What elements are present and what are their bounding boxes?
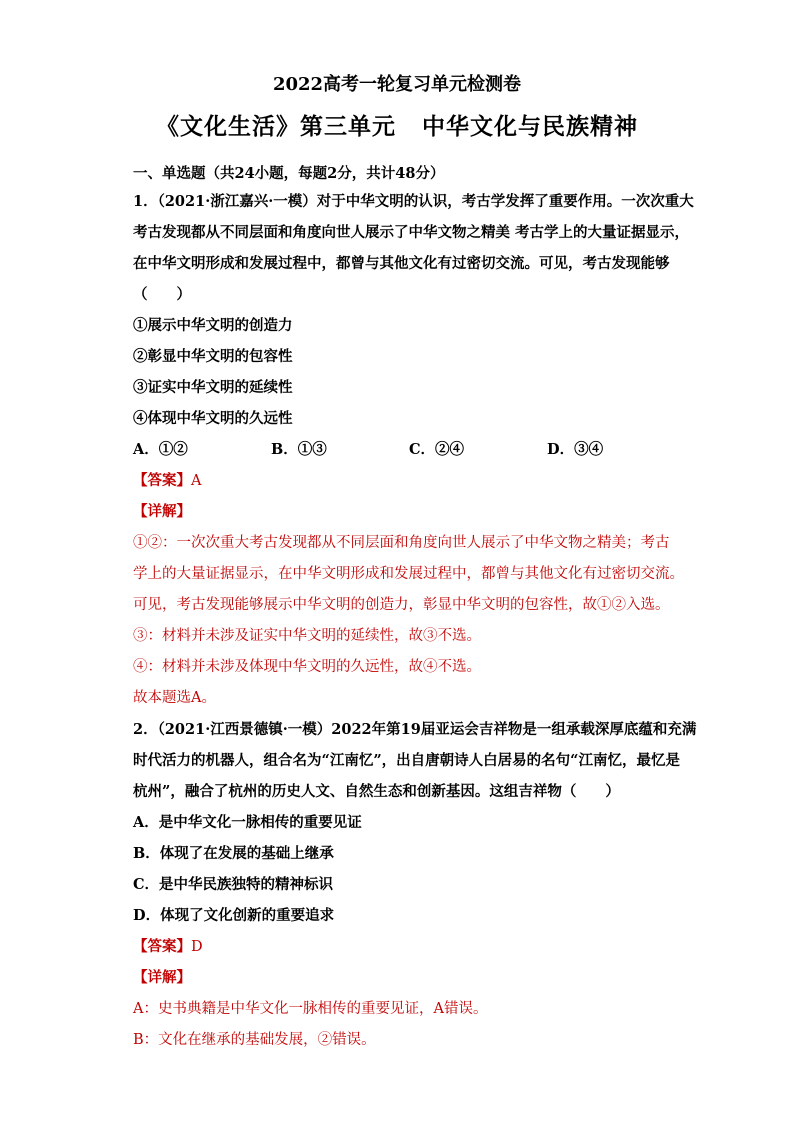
q1-stem-line-2: 考古发现都从不同层面和角度向世人展示了中华文物之精美 考古学上的大量证据显示， xyxy=(133,224,690,241)
exam-title: 2022高考一轮复习单元检测卷 xyxy=(272,74,522,95)
q1-answer xyxy=(133,471,201,491)
unit-title xyxy=(0,108,794,141)
q2-answer xyxy=(133,937,203,957)
q1-options xyxy=(133,440,685,460)
q1-explain-4: ③：材料并未涉及证实中华文明的延续性，故③不选。 xyxy=(133,628,481,644)
q1-stem-line-1: 1．（2021·浙江嘉兴·一模）对于中华文明的认识，考古学发挥了重要作用。一次次重大 xyxy=(133,193,694,210)
q1-option-d[interactable]: D．③④ xyxy=(547,441,604,458)
q1-option-a[interactable]: A．①② xyxy=(133,441,188,458)
q1-item-3: ③证实中华文明的延续性 xyxy=(133,379,293,396)
q2-stem-line-1: 2．（2021·江西景德镇·一模）2022年第19届亚运会吉祥物是一组承载深厚底蕴和充满 xyxy=(133,721,697,738)
q1-explain-1: ①②：一次次重大考古发现都从不同层面和角度向世人展示了中华文物之精美；考古 xyxy=(133,535,670,551)
unit-title-left: 《文化生活》第三单元 xyxy=(156,113,396,140)
q1-option-c[interactable]: C．②④ xyxy=(409,441,465,458)
q1-item-2: ②彰显中华文明的包容性 xyxy=(133,348,293,365)
q1-explain-3: 可见，考古发现能够展示中华文明的创造力，彰显中华文明的包容性，故①②入选。 xyxy=(133,597,670,613)
q2-detail-label: 【详解】 xyxy=(133,969,191,986)
q2-explain-2: B：文化在继承的基础发展，②错误。 xyxy=(133,1032,376,1048)
q1-answer-value: A xyxy=(191,473,202,489)
section-heading: 一、单选题（共24小题，每题2分，共计48分） xyxy=(133,165,445,182)
q1-item-1: ①展示中华文明的创造力 xyxy=(133,317,293,334)
q2-explain-1: A：史书典籍是中华文化一脉相传的重要见证，A错误。 xyxy=(133,1001,488,1017)
q2-stem-line-3: 杭州”，融合了杭州的历史人文、自然生态和创新基因。这组吉祥物（ ） xyxy=(133,783,620,800)
q2-option-b[interactable]: B．体现了在发展的基础上继承 xyxy=(133,845,334,862)
q1-stem-line-3: 在中华文明形成和发展过程中，都曾与其他文化有过密切交流。可见，考古发现能够 xyxy=(133,255,670,272)
q1-stem-line-4: （ ） xyxy=(133,286,191,303)
q2-stem-line-2: 时代活力的机器人，组合名为“江南忆”，出自唐朝诗人白居易的名句“江南忆，最忆是 xyxy=(133,752,681,769)
q2-option-a[interactable]: A．是中华文化一脉相传的重要见证 xyxy=(133,814,362,831)
q1-option-b[interactable]: B．①③ xyxy=(271,441,327,458)
unit-title-right: 中华文化与民族精神 xyxy=(422,113,638,140)
q2-option-c[interactable]: C．是中华民族独特的精神标识 xyxy=(133,876,334,893)
q2-option-d[interactable]: D．体现了文化创新的重要追求 xyxy=(133,907,335,924)
q1-conclusion: 故本题选A。 xyxy=(133,690,216,706)
q2-answer-label: 【答案】 xyxy=(133,938,191,955)
q1-answer-label: 【答案】 xyxy=(133,472,191,489)
q1-explain-5: ④：材料并未涉及体现中华文明的久远性，故④不选。 xyxy=(133,659,481,675)
q1-detail-label: 【详解】 xyxy=(133,503,191,520)
q2-answer-value: D xyxy=(191,939,203,955)
q1-item-4: ④体现中华文明的久远性 xyxy=(133,410,293,427)
q1-explain-2: 学上的大量证据显示，在中华文明形成和发展过程中，都曾与其他文化有过密切交流。 xyxy=(133,566,684,582)
